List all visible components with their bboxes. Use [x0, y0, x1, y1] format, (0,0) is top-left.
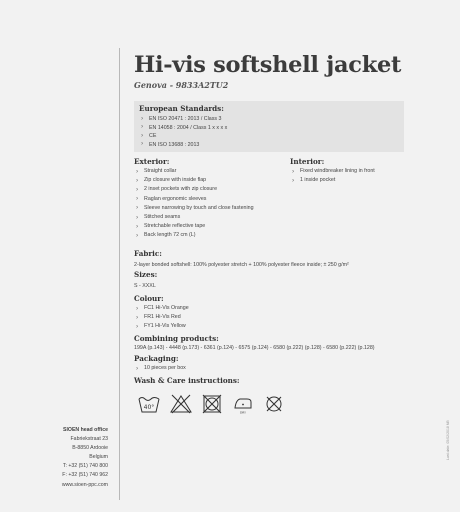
product-title: Hi-vis softshell jacket	[134, 52, 402, 78]
no-dry-clean-icon	[264, 394, 284, 414]
standards-list	[139, 115, 404, 149]
list-item: › Fixed windbreaker lining in front	[290, 167, 420, 176]
exterior-heading: Exterior:	[134, 157, 170, 166]
interior-heading: Interior:	[290, 157, 325, 166]
list-item: › FY1 Hi-Vis Yellow	[134, 322, 189, 331]
exterior-section	[134, 157, 284, 241]
packaging-heading: Packaging:	[134, 354, 179, 363]
left-margin	[0, 0, 119, 512]
list-item: › FR1 Hi-Vis Red	[134, 313, 189, 322]
wash-40-icon	[138, 394, 160, 414]
care-symbols	[138, 392, 294, 414]
list-item: › Sleeve narrowing by touch and close fastening	[134, 204, 284, 213]
colour-heading: Colour:	[134, 294, 164, 303]
combining-heading: Combining products:	[134, 334, 219, 343]
list-item: › Back length 72 cm (L)	[134, 231, 284, 240]
interior-list	[290, 167, 420, 185]
office-phone: T: +32 (51) 740 800	[62, 463, 108, 470]
list-item: › CE	[139, 132, 404, 141]
colour-list	[134, 304, 189, 332]
no-bleach-icon	[170, 394, 192, 414]
wash-heading: Wash & Care instructions:	[134, 376, 240, 385]
list-item: › EN 14058 : 2004 / Class 1 x x x x	[139, 124, 404, 133]
head-office-address	[62, 426, 108, 490]
list-item: › Straight collar	[134, 167, 284, 176]
fabric-heading: Fabric:	[134, 249, 162, 258]
iron-label: DRY	[239, 410, 247, 414]
vertical-divider	[119, 48, 120, 500]
office-city: B-8850 Ardooie	[72, 445, 108, 452]
product-subtitle: Genova - 9833A2TU2	[134, 80, 229, 90]
no-tumble-dry-icon	[202, 394, 222, 414]
wash-section	[134, 376, 240, 386]
list-item: › 1 inside pocket	[290, 176, 420, 185]
office-website-link[interactable]: www.sioen-ppc.com	[61, 481, 108, 488]
interior-section	[290, 157, 420, 185]
office-country: Belgium	[89, 454, 108, 461]
sizes-text: S - XXXL	[134, 283, 156, 289]
list-item: › Zip closure with inside flap	[134, 176, 284, 185]
sizes-section	[134, 270, 157, 290]
list-item: › EN ISO 13688 : 2013	[139, 141, 404, 150]
list-item: › Raglan ergonomic sleeves	[134, 195, 284, 204]
office-street: Fabriekstraat 23	[70, 436, 108, 443]
iron-low-icon	[232, 394, 254, 414]
colour-section	[134, 294, 189, 332]
exterior-list	[134, 167, 284, 241]
sizes-heading: Sizes:	[134, 270, 158, 279]
office-name: SIOEN head office	[63, 427, 108, 433]
packaging-section	[134, 354, 186, 373]
fabric-text: 2-layer bonded softshell: 100% polyester stretch + 100% polyester fleece inside; ± 250 g/m²	[134, 262, 349, 268]
list-item: › Stitched seams	[134, 213, 284, 222]
list-item: › EN ISO 20471 : 2013 / Class 3	[139, 115, 404, 124]
combining-text: 199A (p.143) - 4448 (p.173) - 6361 (p.124) - 6575 (p.124) - 6580 (p.222) (p.128) - 6580 (p.222) (p.128)	[134, 345, 375, 351]
product-header	[134, 52, 434, 91]
document-date-note: Last date: 05/02/2018 NB	[446, 420, 450, 460]
list-item: › 2 inset pockets with zip closure	[134, 185, 284, 194]
combining-section	[134, 334, 375, 352]
standards-box	[134, 101, 404, 152]
list-item: › 10 pieces per box	[134, 364, 186, 373]
packaging-list	[134, 364, 186, 373]
standards-heading: European Standards:	[139, 104, 224, 113]
list-item: › FC1 Hi-Vis Orange	[134, 304, 189, 313]
fabric-section	[134, 249, 349, 269]
wash-temp-label: 40°	[143, 404, 155, 411]
office-fax: F: +32 (51) 740 962	[62, 472, 108, 479]
list-item: › Stretchable reflective tape	[134, 222, 284, 231]
